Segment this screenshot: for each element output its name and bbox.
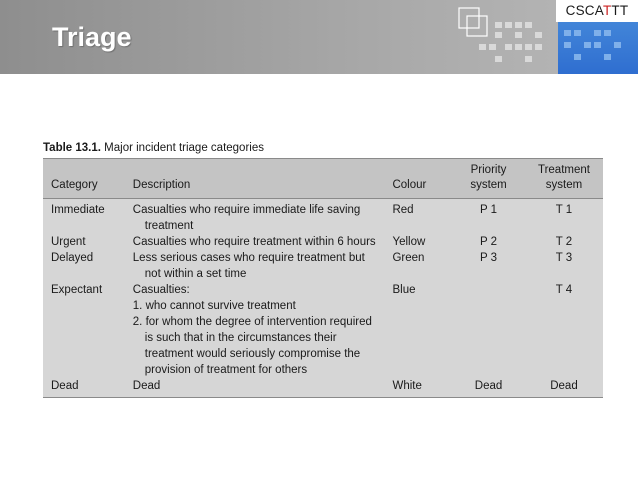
- description-line: 1. who cannot survive treatment: [132, 300, 296, 312]
- table-row: [43, 282, 603, 378]
- cell-description: [129, 378, 389, 398]
- cell-colour: Red: [392, 204, 414, 216]
- header-category: Category: [43, 159, 129, 199]
- cell-priority: P 2: [479, 236, 498, 248]
- cell-treatment: T 4: [555, 284, 573, 296]
- brand-suffix: TT: [611, 3, 629, 18]
- description-line: Casualties:: [132, 284, 190, 296]
- table-header-row: [43, 159, 603, 199]
- table-row: [43, 199, 603, 235]
- description-line: treatment would seriously compromise the: [144, 348, 361, 360]
- cell-description: [129, 250, 389, 282]
- brand-accent: T: [602, 3, 612, 18]
- brand-logo: [556, 0, 638, 22]
- cell-description: [129, 199, 389, 235]
- cell-priority: Dead: [474, 380, 503, 392]
- caption-text: Major incident triage categories: [104, 142, 264, 154]
- cell-description: [129, 282, 389, 378]
- cell-description: [129, 234, 389, 250]
- cell-treatment: Dead: [550, 380, 578, 392]
- header-treatment-line1: Treatment: [537, 164, 590, 176]
- description-line: Casualties who require treatment within 6 hours: [132, 236, 376, 248]
- description-line: provision of treatment for others: [144, 364, 308, 376]
- table-row: [43, 250, 603, 282]
- slide-header: [0, 0, 638, 74]
- cell-category: Expectant: [51, 284, 103, 296]
- cell-priority: [452, 282, 525, 378]
- header-description: Description: [129, 159, 389, 199]
- description-line: 2. for whom the degree of intervention required: [132, 316, 372, 328]
- cell-category: Delayed: [51, 252, 94, 264]
- cell-category: Dead: [51, 380, 79, 392]
- triage-table-block: [43, 142, 603, 398]
- cell-treatment: T 3: [555, 252, 573, 264]
- cell-treatment: T 2: [555, 236, 573, 248]
- cell-colour: Yellow: [392, 236, 426, 248]
- header-priority-line1: Priority: [470, 164, 507, 176]
- table-caption: [43, 142, 603, 154]
- description-line: Dead: [132, 380, 161, 392]
- cell-colour: Green: [392, 252, 425, 264]
- description-line: Less serious cases who require treatment but: [132, 252, 365, 264]
- cell-category: Immediate: [51, 204, 105, 216]
- cell-colour: Blue: [392, 284, 416, 296]
- description-line: is such that in the circumstances their: [144, 332, 337, 344]
- caption-label: Table 13.1.: [43, 142, 101, 154]
- description-line: Casualties who require immediate life saving: [132, 204, 361, 216]
- table-row: [43, 378, 603, 398]
- cell-treatment: T 1: [555, 204, 573, 216]
- cell-category: Urgent: [51, 236, 86, 248]
- header-colour: Colour: [388, 159, 452, 199]
- header-treatment-line2: system: [545, 179, 583, 191]
- cell-priority: P 1: [479, 204, 498, 216]
- triage-table: [43, 158, 603, 398]
- description-line: treatment: [144, 220, 194, 232]
- slide-title: Triage: [52, 22, 132, 52]
- cell-colour: White: [392, 380, 422, 392]
- header-priority-line2: system: [470, 179, 507, 191]
- cell-priority: P 3: [479, 252, 498, 264]
- description-line: not within a set time: [144, 268, 247, 280]
- header-priority: [452, 159, 525, 199]
- table-row: [43, 234, 603, 250]
- brand-prefix: CSCA: [565, 3, 603, 18]
- header-treatment: [525, 159, 603, 199]
